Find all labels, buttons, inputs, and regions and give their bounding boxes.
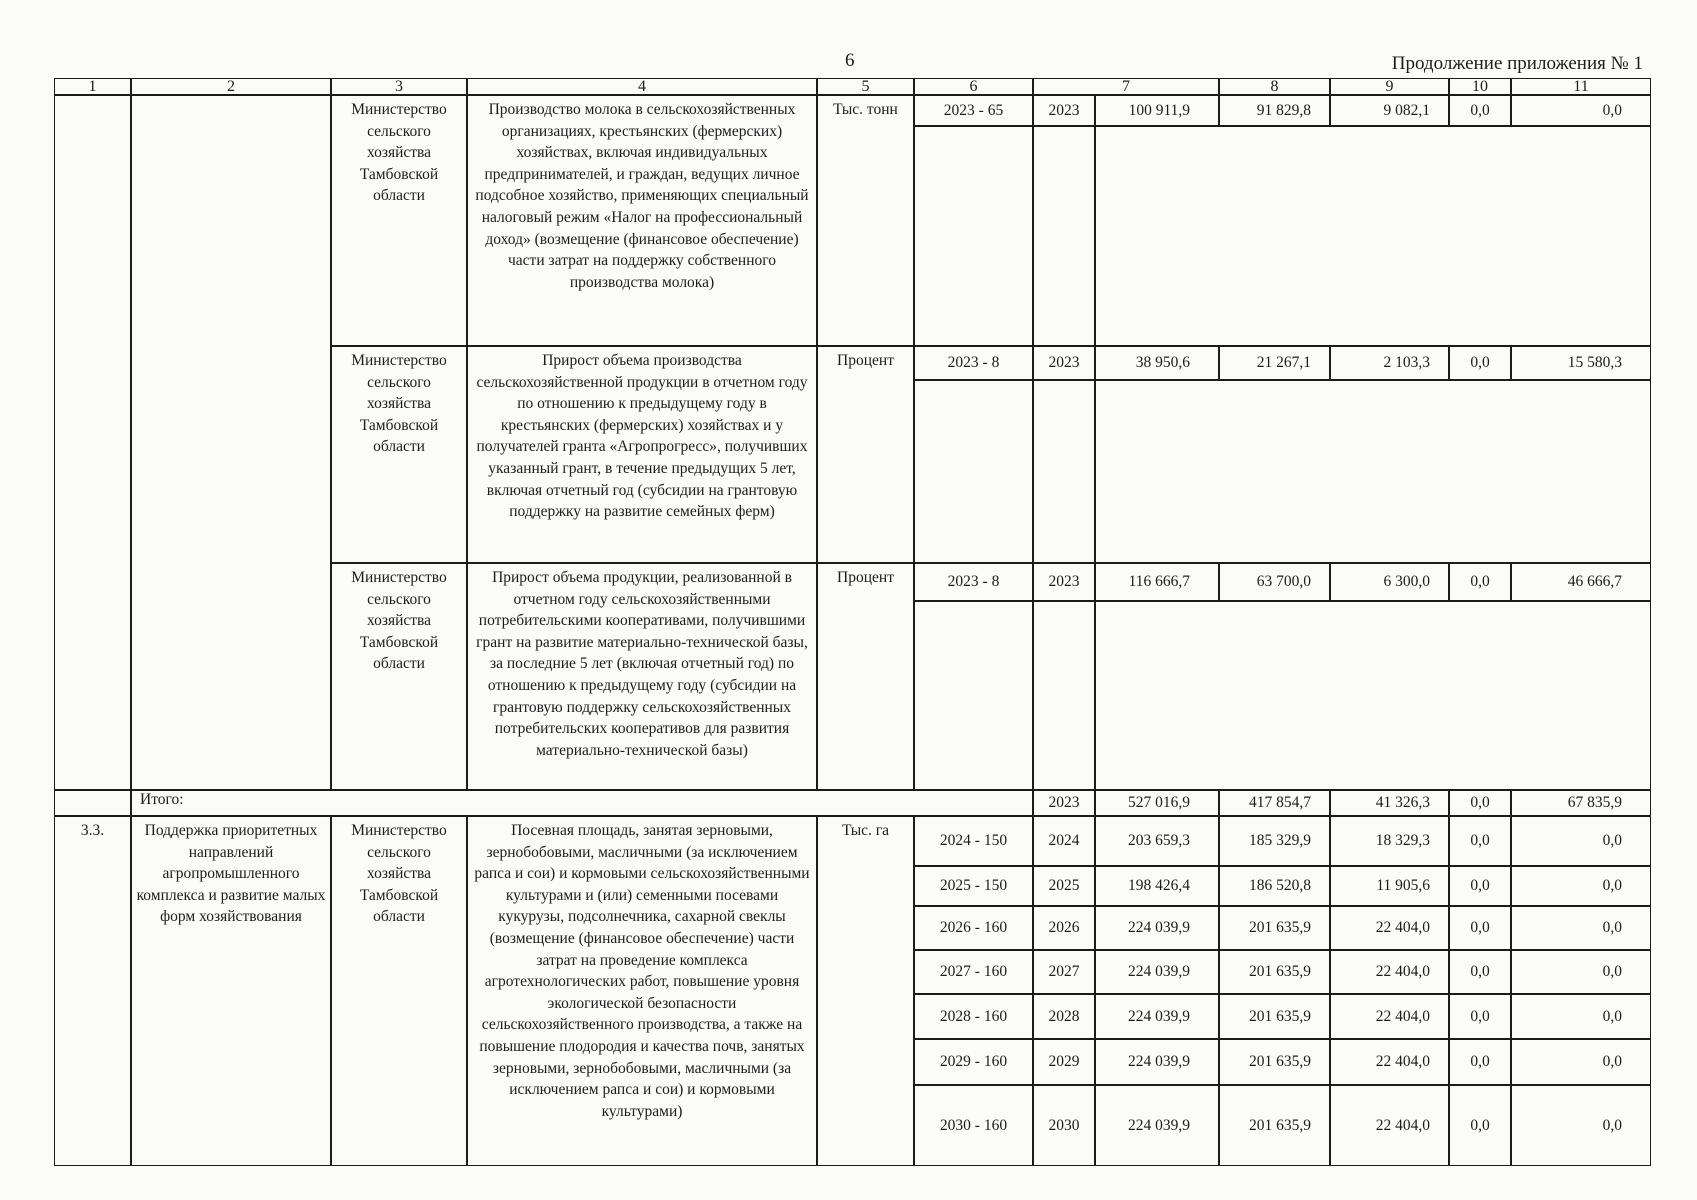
ministry-cell: Министерство сельского хозяйства Тамбовской области (331, 563, 467, 790)
amount-federal-cell: 201 635,9 (1219, 1085, 1330, 1166)
amount-other-cell: 0,0 (1511, 1039, 1651, 1085)
budget-table (54, 78, 1651, 1166)
target-value-cell: 2024 - 150 (914, 816, 1033, 866)
target-value-cell: 2023 - 65 (914, 95, 1033, 126)
indicator-cell: Производство молока в сельскохозяйственных организациях, крестьянских (фермерских) хозяйствах, включая индивидуальных предпринимателей, и граждан, ведущих личное подсобное хозяйство, применяющих специальный налоговый режим «Налог на профессиональный доход» (возмещение (финансовое обеспечение) части затрат на поддержку собственного производства молока) (467, 95, 817, 346)
ministry-cell: Министерство сельского хозяйства Тамбовской области (331, 346, 467, 563)
section-indicator: Посевная площадь, занятая зерновыми, зернобобовыми, масличными (за исключением рапса и сои) и кормовыми сельскохозяйственными культурами и (или) семенными посевами кукурузы, подсолнечника, сахарной свеклы (возмещение (финансовое обеспечение) части затрат на проведение комплекса агротехнологических работ, повышение уровня экологической безопасности сельскохозяйственного производства, а также на повышение плодородия и качества почв, занятых зерновыми, зернобобовыми, масличными (за исключением рапса и сои) и кормовыми культурами) (467, 816, 817, 1166)
amount-other-cell: 0,0 (1511, 1085, 1651, 1166)
column-header: 3 (331, 78, 467, 95)
target-value-cell: 2027 - 160 (914, 950, 1033, 994)
section-name: Поддержка приоритетных направлений агропромышленного комплекса и развитие малых форм хозяйствования (131, 816, 331, 1166)
target-value-cell: 2029 - 160 (914, 1039, 1033, 1085)
amount-local-cell: 0,0 (1449, 866, 1511, 906)
empty-cell (1033, 380, 1095, 563)
year-cell: 2028 (1033, 994, 1095, 1039)
amount-regional-cell: 2 103,3 (1330, 346, 1449, 380)
amount-total-cell: 224 039,9 (1095, 994, 1219, 1039)
column-header: 2 (131, 78, 331, 95)
amount-total-cell: 38 950,6 (1095, 346, 1219, 380)
total-col1-cell (54, 790, 131, 816)
total-federal-cell: 417 854,7 (1219, 790, 1330, 816)
amount-local-cell: 0,0 (1449, 346, 1511, 380)
amount-local-cell: 0,0 (1449, 906, 1511, 950)
amount-regional-cell: 11 905,6 (1330, 866, 1449, 906)
target-value-cell: 2023 - 8 (914, 563, 1033, 601)
total-other-cell: 67 835,9 (1511, 790, 1651, 816)
amount-total-cell: 100 911,9 (1095, 95, 1219, 126)
column-header: 8 (1219, 78, 1330, 95)
amount-federal-cell: 201 635,9 (1219, 994, 1330, 1039)
column-header: 4 (467, 78, 817, 95)
year-cell: 2026 (1033, 906, 1095, 950)
amount-local-cell: 0,0 (1449, 95, 1511, 126)
amount-other-cell: 0,0 (1511, 866, 1651, 906)
empty-cell (1095, 601, 1651, 790)
indicator-cell: Прирост объема продукции, реализованной в отчетном году сельскохозяйственными потребительскими кооперативами, получившими грант на развитие материально-технической базы, за последние 5 лет (включая отчетный год) по отношению к предыдущему году (субсидии на грантовую поддержку сельскохозяйственных потребительских кооперативов для развития материально-технической базы) (467, 563, 817, 790)
empty-cell (1095, 126, 1651, 346)
amount-total-cell: 224 039,9 (1095, 950, 1219, 994)
amount-total-cell: 224 039,9 (1095, 1039, 1219, 1085)
total-amount-cell: 527 016,9 (1095, 790, 1219, 816)
amount-local-cell: 0,0 (1449, 1039, 1511, 1085)
indicator-cell: Прирост объема производства сельскохозяйственной продукции в отчетном году по отношению к предыдущему году в крестьянских (фермерских) хозяйствах и у получателей гранта «Агропрогресс», получивших указанный грант, в течение предыдущих 5 лет, включая отчетный год (субсидии на грантовую поддержку на развитие семейных ферм) (467, 346, 817, 563)
total-year-cell: 2023 (1033, 790, 1095, 816)
unit-cell: Процент (817, 563, 914, 790)
year-cell: 2025 (1033, 866, 1095, 906)
section-number: 3.3. (54, 816, 131, 1166)
amount-local-cell: 0,0 (1449, 563, 1511, 601)
target-value-cell: 2025 - 150 (914, 866, 1033, 906)
year-cell: 2023 (1033, 95, 1095, 126)
amount-other-cell: 0,0 (1511, 950, 1651, 994)
column-header: 11 (1511, 78, 1651, 95)
target-value-cell: 2026 - 160 (914, 906, 1033, 950)
amount-local-cell: 0,0 (1449, 950, 1511, 994)
amount-total-cell: 116 666,7 (1095, 563, 1219, 601)
empty-cell (1033, 126, 1095, 346)
year-cell: 2029 (1033, 1039, 1095, 1085)
year-cell: 2030 (1033, 1085, 1095, 1166)
empty-cell (914, 601, 1033, 790)
amount-local-cell: 0,0 (1449, 816, 1511, 866)
year-cell: 2027 (1033, 950, 1095, 994)
amount-regional-cell: 22 404,0 (1330, 994, 1449, 1039)
empty-cell (914, 126, 1033, 346)
continuation-label: Продолжение приложения № 1 (1391, 53, 1643, 74)
year-cell: 2023 (1033, 563, 1095, 601)
amount-regional-cell: 22 404,0 (1330, 906, 1449, 950)
empty-cell (1095, 380, 1651, 563)
amount-federal-cell: 63 700,0 (1219, 563, 1330, 601)
amount-regional-cell: 18 329,3 (1330, 816, 1449, 866)
page-number: 6 (845, 50, 855, 71)
year-cell: 2023 (1033, 346, 1095, 380)
empty-cell (914, 380, 1033, 563)
section-ministry: Министерство сельского хозяйства Тамбовской области (331, 816, 467, 1166)
amount-other-cell: 0,0 (1511, 906, 1651, 950)
amount-federal-cell: 186 520,8 (1219, 866, 1330, 906)
amount-federal-cell: 201 635,9 (1219, 1039, 1330, 1085)
amount-regional-cell: 22 404,0 (1330, 1039, 1449, 1085)
target-value-cell: 2028 - 160 (914, 994, 1033, 1039)
amount-federal-cell: 201 635,9 (1219, 950, 1330, 994)
amount-total-cell: 203 659,3 (1095, 816, 1219, 866)
amount-other-cell: 46 666,7 (1511, 563, 1651, 601)
total-regional-cell: 41 326,3 (1330, 790, 1449, 816)
empty-cell (1033, 601, 1095, 790)
amount-federal-cell: 91 829,8 (1219, 95, 1330, 126)
amount-regional-cell: 9 082,1 (1330, 95, 1449, 126)
column-header: 9 (1330, 78, 1449, 95)
unit-cell: Процент (817, 346, 914, 563)
amount-other-cell: 0,0 (1511, 994, 1651, 1039)
column-header: 7 (1033, 78, 1219, 95)
amount-federal-cell: 201 635,9 (1219, 906, 1330, 950)
amount-total-cell: 224 039,9 (1095, 1085, 1219, 1166)
target-value-cell: 2023 - 8 (914, 346, 1033, 380)
column-header: 1 (54, 78, 131, 95)
total-local-cell: 0,0 (1449, 790, 1511, 816)
target-value-cell: 2030 - 160 (914, 1085, 1033, 1166)
section-unit: Тыс. га (817, 816, 914, 1166)
col1-empty-cell (54, 95, 131, 790)
year-cell: 2024 (1033, 816, 1095, 866)
amount-local-cell: 0,0 (1449, 1085, 1511, 1166)
total-label: Итого: (131, 790, 1033, 816)
unit-cell: Тыс. тонн (817, 95, 914, 346)
column-header: 6 (914, 78, 1033, 95)
amount-total-cell: 224 039,9 (1095, 906, 1219, 950)
amount-other-cell: 15 580,3 (1511, 346, 1651, 380)
col2-empty-cell (131, 95, 331, 790)
ministry-cell: Министерство сельского хозяйства Тамбовской области (331, 95, 467, 346)
amount-federal-cell: 21 267,1 (1219, 346, 1330, 380)
amount-total-cell: 198 426,4 (1095, 866, 1219, 906)
column-header: 10 (1449, 78, 1511, 95)
column-header: 5 (817, 78, 914, 95)
amount-regional-cell: 22 404,0 (1330, 1085, 1449, 1166)
amount-regional-cell: 22 404,0 (1330, 950, 1449, 994)
amount-other-cell: 0,0 (1511, 816, 1651, 866)
amount-local-cell: 0,0 (1449, 994, 1511, 1039)
amount-regional-cell: 6 300,0 (1330, 563, 1449, 601)
amount-other-cell: 0,0 (1511, 95, 1651, 126)
amount-federal-cell: 185 329,9 (1219, 816, 1330, 866)
